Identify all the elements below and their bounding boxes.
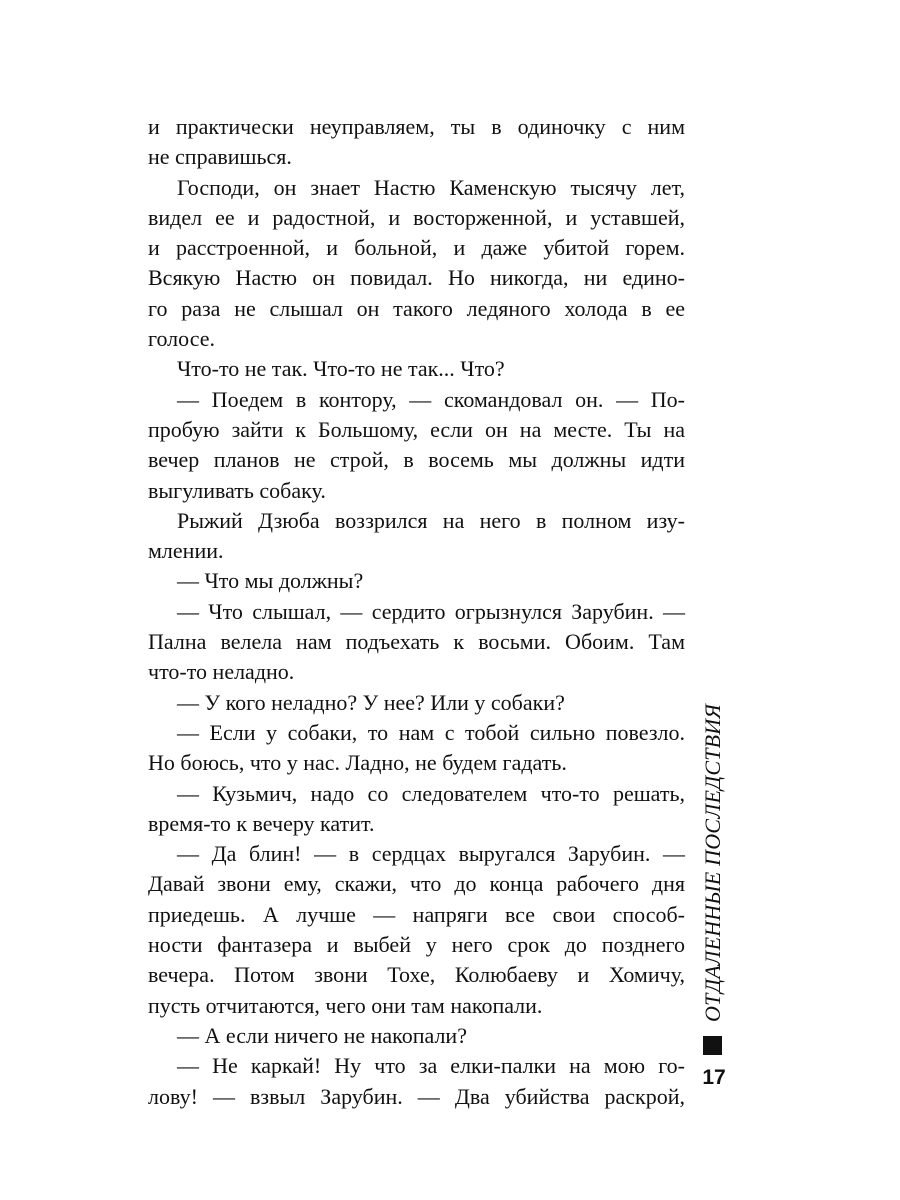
text-line-23: — Кузьмич, надо со следователем что-то решать, xyxy=(177,780,685,806)
text-line-4: видел ее и радостной, и восторженной, и уставшей, xyxy=(148,204,685,230)
text-line-17: — Что слышал, — сердито огрызнулся Зарубин. — xyxy=(177,598,685,624)
text-line-19: что-то неладно. xyxy=(148,659,295,685)
text-line-22: Но боюсь, что у нас. Ладно, не будем гадать. xyxy=(148,750,567,776)
text-line-1: и практически неуправляем, ты в одиночку с ним xyxy=(148,114,685,139)
text-line-31: — А если ничего не накопали? xyxy=(177,1022,467,1048)
text-line-15: млении. xyxy=(148,538,224,564)
text-line-11: пробую зайти к Большому, если он на месте. Ты на xyxy=(148,416,685,442)
body-text xyxy=(148,112,685,1112)
text-line-20: — У кого неладно? У нее? Или у собаки? xyxy=(177,689,565,715)
text-line-3: Господи, он знает Настю Каменскую тысячу лет, xyxy=(177,174,685,200)
text-line-30: пусть отчитаются, чего они там накопали. xyxy=(148,992,543,1018)
text-line-25: — Да блин! — в сердцах выругался Зарубин. — xyxy=(177,841,685,867)
running-title-marker xyxy=(703,1036,722,1055)
text-line-13: выгуливать собаку. xyxy=(148,477,326,503)
text-line-2: не справишься. xyxy=(148,144,292,170)
text-line-12: вечер планов не строй, в восемь мы должны идти xyxy=(148,447,685,473)
text-line-6: Всякую Настю он повидал. Но никогда, ни едино- xyxy=(148,265,685,291)
text-line-5: и расстроенной, и больной, и даже убитой горем. xyxy=(148,235,685,261)
page-number: 17 xyxy=(702,1066,726,1089)
text-line-27: приедешь. А лучше — напряги все свои способ- xyxy=(148,901,685,927)
text-line-28: ности фантазера и выбей у него срок до позднего xyxy=(148,932,685,958)
text-line-7: го раза не слышал он такого ледяного холода в ее xyxy=(148,295,685,321)
text-line-26: Давай звони ему, скажи, что до конца рабочего дня xyxy=(148,871,685,897)
text-line-14: Рыжий Дзюба воззрился на него в полном изу- xyxy=(177,507,685,533)
text-line-18: Пална велела нам подъехать к восьми. Обоим. Там xyxy=(148,629,685,655)
text-line-16: — Что мы должны? xyxy=(177,568,364,594)
text-line-29: вечера. Потом звони Тохе, Колюбаеву и Хомичу, xyxy=(148,962,685,988)
text-line-8: голосе. xyxy=(148,326,216,352)
text-line-21: — Если у собаки, то нам с тобой сильно повезло. xyxy=(177,719,685,745)
running-title: ОТДАЛЕННЫЕ ПОСЛЕДСТВИЯ xyxy=(700,703,725,1022)
text-line-32: — Не каркай! Ну что за елки-палки на мою го- xyxy=(177,1053,685,1079)
text-line-9: Что-то не так. Что-то не так... Что? xyxy=(177,356,505,382)
text-line-24: время-то к вечеру катит. xyxy=(148,810,375,836)
text-line-10: — Поедем в контору, — скомандовал он. — По- xyxy=(177,386,685,412)
text-line-33: лову! — взвыл Зарубин. — Два убийства раскрой, xyxy=(148,1083,685,1109)
